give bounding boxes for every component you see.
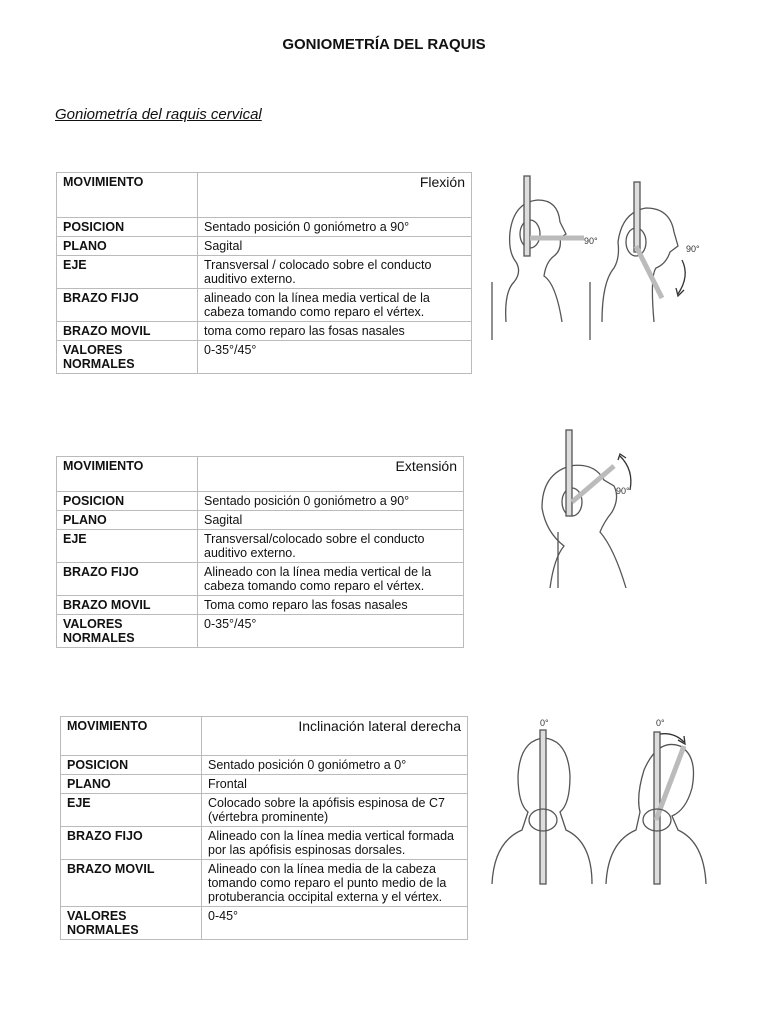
flexed-head-figure [590,182,685,340]
row-value: Sentado posición 0 goniómetro a 90° [198,218,472,237]
table-row [57,322,472,341]
row-label: BRAZO MOVIL [61,860,202,907]
flexion-angle-label-b: 90° [686,244,700,254]
row-label: MOVIMIENTO [61,717,202,756]
row-value: 0-45° [202,907,468,940]
row-label: EJE [57,256,198,289]
row-label: BRAZO FIJO [57,289,198,322]
row-label: POSICION [61,756,202,775]
neutral-head-figure [492,176,584,340]
table-row [61,907,468,940]
row-value: Sagital [198,511,464,530]
flexion-table [56,172,472,374]
row-label: MOVIMIENTO [57,173,198,218]
row-label: PLANO [61,775,202,794]
row-label: EJE [57,530,198,563]
table-row [57,457,464,492]
row-label: EJE [61,794,202,827]
table-row [57,492,464,511]
section-subtitle: Goniometría del raquis cervical [55,106,262,123]
table-row [57,596,464,615]
row-label: PLANO [57,511,198,530]
extension-illustration [530,428,650,592]
table-row [57,256,472,289]
row-label: POSICION [57,218,198,237]
row-value: Colocado sobre la apófisis espinosa de C7 (vértebra prominente) [202,794,468,827]
row-value: Inclinación lateral derecha [202,717,468,756]
row-value: Extensión [198,457,464,492]
lateral-angle-label-a: 0° [540,718,549,728]
table-row [57,530,464,563]
lateral-angle-label-b: 0° [656,718,665,728]
row-value: toma como reparo las fosas nasales [198,322,472,341]
lateral-inclination-table [60,716,468,940]
extended-head-figure [542,430,631,588]
row-value: Sentado posición 0 goniómetro a 90° [198,492,464,511]
row-value: Transversal / colocado sobre el conducto auditivo externo. [198,256,472,289]
flexion-illustration [486,172,710,344]
row-value: Frontal [202,775,468,794]
row-label: VALORES NORMALES [57,615,198,648]
neutral-back-figure [492,730,592,884]
row-label: BRAZO FIJO [57,563,198,596]
table-row [61,860,468,907]
table-row [57,173,472,218]
table-row [61,827,468,860]
table-row [57,289,472,322]
row-label: VALORES NORMALES [61,907,202,940]
row-value: 0-35°/45° [198,341,472,374]
inclined-back-figure [606,732,706,884]
table-row [57,341,472,374]
row-value: alineado con la línea media vertical de la cabeza tomando como reparo el vértex. [198,289,472,322]
row-value: Sagital [198,237,472,256]
row-label: PLANO [57,237,198,256]
row-value: Toma como reparo las fosas nasales [198,596,464,615]
row-value: Alineado con la línea media de la cabeza tomando como reparo el punto medio de la protuberancia occipital externa y el vértex. [202,860,468,907]
row-value: Alineado con la línea media vertical de la cabeza tomando como reparo el vértex. [198,563,464,596]
flexion-angle-label-a: 90° [584,236,598,246]
row-label: MOVIMIENTO [57,457,198,492]
extension-angle-label: 90° [616,486,630,496]
row-label: BRAZO FIJO [61,827,202,860]
row-label: POSICION [57,492,198,511]
table-row [57,563,464,596]
row-value: Sentado posición 0 goniómetro a 0° [202,756,468,775]
row-label: VALORES NORMALES [57,341,198,374]
table-row [61,756,468,775]
table-row [61,794,468,827]
extension-table [56,456,464,648]
table-row [61,775,468,794]
row-value: Flexión [198,173,472,218]
table-row [57,218,472,237]
row-value: Alineado con la línea media vertical formada por las apófisis espinosas dorsales. [202,827,468,860]
table-row [57,511,464,530]
row-label: BRAZO MOVIL [57,596,198,615]
row-label: BRAZO MOVIL [57,322,198,341]
lateral-inclination-illustration [488,716,712,888]
table-row [57,237,472,256]
table-row [57,615,464,648]
row-value: 0-35°/45° [198,615,464,648]
page-title: GONIOMETRÍA DEL RAQUIS [282,36,486,53]
table-row [61,717,468,756]
row-value: Transversal/colocado sobre el conducto auditivo externo. [198,530,464,563]
